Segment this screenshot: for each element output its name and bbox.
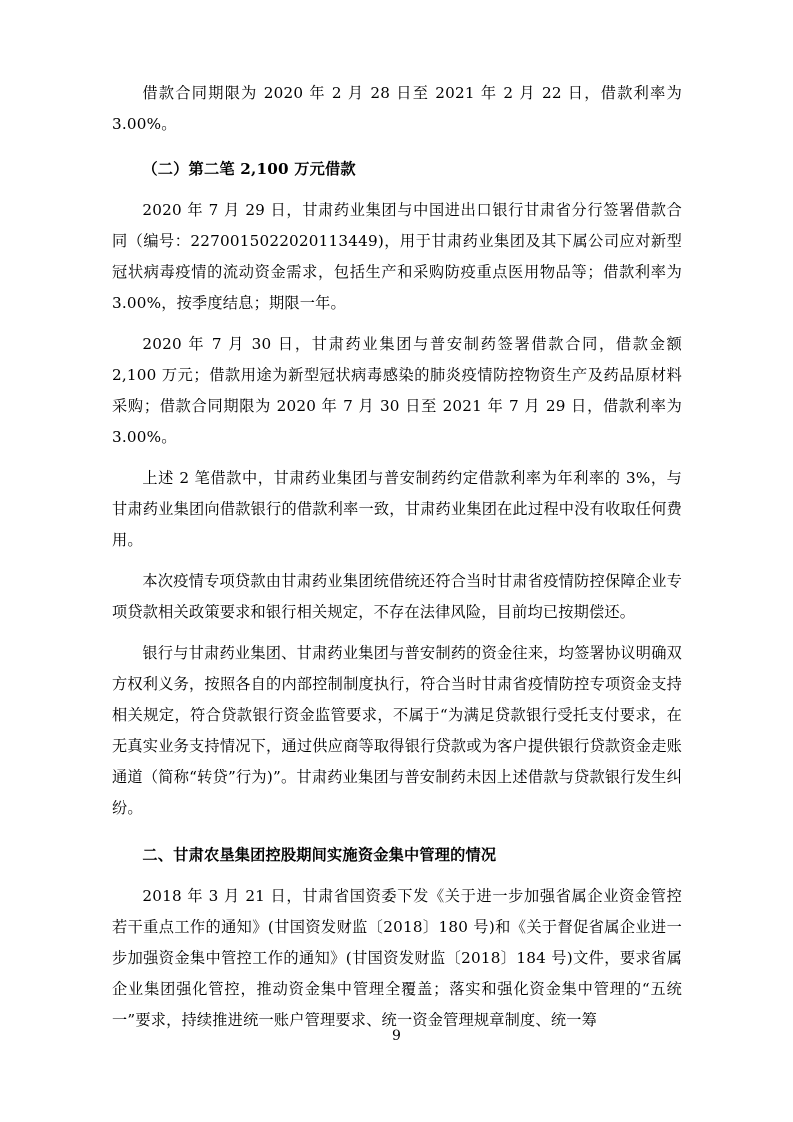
paragraph-bank-agreement: 银行与甘肃药业集团、甘肃药业集团与普安制药的资金往来，均签署协议明确双方权利义务，按照各自的内部控制制度执行，符合当时甘肃省疫情防控专项资金支持相关规定，符合贷款银行资金监管要求，不属于“为满足贷款银行受托支付要求，在无真实业务支持情况下，通过供应商等取得银行贷款或为客户提供银行贷款资金走账通道（简称“转贷”行为)”。甘肃药业集团与普安制药未因上述借款与贷款银行发生纠纷。 [112,644,682,817]
paragraph-summary-rate: 上述 2 笔借款中，甘肃药业集团与普安制药约定借款利率为年利率的 3%，与甘肃药业集团向借款银行的借款利率一致，甘肃药业集团在此过程中没有收取任何费用。 [112,469,682,549]
paragraph-2018-03-21: 2018 年 3 月 21 日，甘肃省国资委下发《关于进一步加强省属企业资金管控若干重点工作的通知》(甘国资发财监〔2018〕180 号)和《关于督促省属企业进一步加强资金集中管控工作的通知》(甘国资发财监〔2018〕184 号)文件，要求省属企业集团强化管控，推动资金集中管理全覆盖；落实和强化资金集中管理的“五统一”要求，持续推进统一账户管理要求、统一资金管理规章制度、统一筹 [112,887,682,1029]
page-number: 9 [392,1028,401,1044]
paragraph-loan1-term: 借款合同期限为 2020 年 2 月 28 日至 2021 年 2 月 22 日，借款利率为 3.00%。 [112,84,682,133]
heading-second-loan: （二）第二笔 2,100 万元借款 [142,160,356,178]
paragraph-2020-07-29: 2020 年 7 月 29 日，甘肃药业集团与中国进出口银行甘肃省分行签署借款合同（编号：2270015022020113449)，用于甘肃药业集团及其下属公司应对新型冠状病毒疫情的流动资金需求，包括生产和采购防疫重点医用物品等；借款利率为 3.00%，按季度结息；期限一年。 [112,201,682,312]
paragraph-policy-compliance: 本次疫情专项贷款由甘肃药业集团统借统还符合当时甘肃省疫情防控保障企业专项贷款相关政策要求和银行相关规定，不存在法律风险，目前均已按期偿还。 [112,572,682,621]
heading-section-two: 二、甘肃农垦集团控股期间实施资金集中管理的情况 [142,846,497,864]
document-body [112,78,682,1046]
paragraph-2020-07-30: 2020 年 7 月 30 日，甘肃药业集团与普安制药签署借款合同，借款金额 2,100 万元；借款用途为新型冠状病毒感染的肺炎疫情防控物资生产及药品原材料采购；借款合同期限为 2020 年 7 月 30 日至 2021 年 7 月 29 日，借款利率为 3.00%。 [112,335,682,446]
